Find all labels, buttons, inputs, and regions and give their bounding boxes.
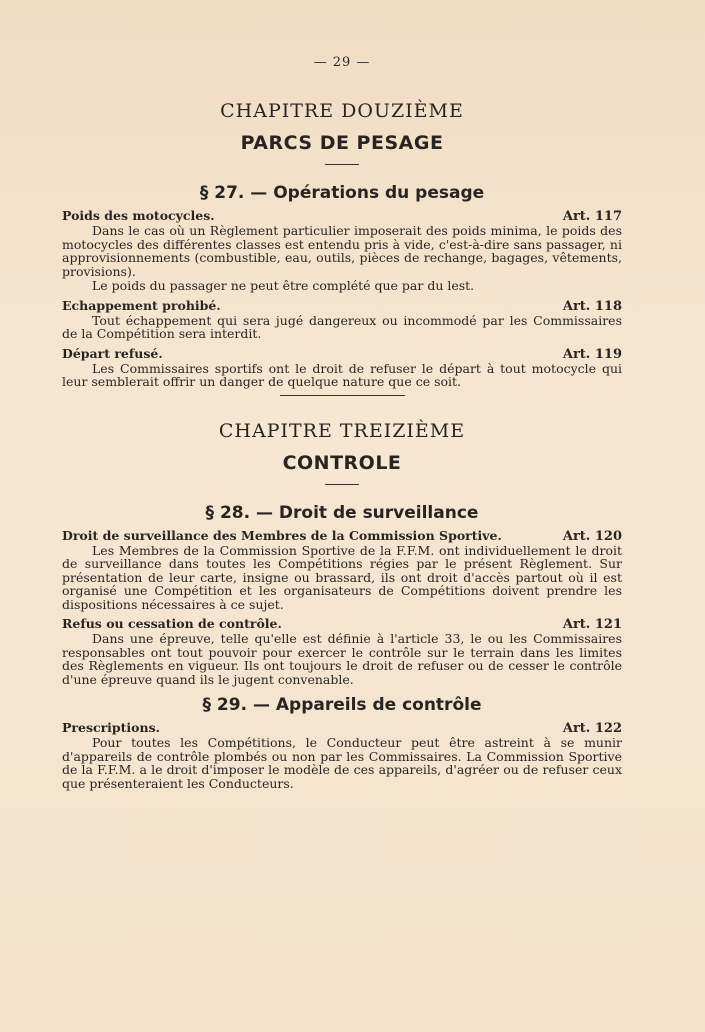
chapter-title: CHAPITRE TREIZIÈME (218, 419, 466, 442)
article-ref: Art. 119 (562, 346, 622, 362)
article-header (62, 720, 622, 736)
article-ref: Art. 120 (562, 528, 622, 544)
article-header (62, 528, 622, 544)
chapter-title: CHAPITRE DOUZIÈME (220, 100, 464, 122)
article-paragraph: Les Membres de la Commission Sportive de la F.F.M. ont individuellement le droit de surveillance dans toutes les Compétitions régies par le présent Règlement. Sur présentation de leur carte, insigne ou brassard, ils ont droit d'accès partout où il est organisé une Compétition et les organisateurs de Compétitions doivent prendre les dispositions nécessaires à ce sujet. (62, 542, 622, 612)
section-heading: § 27. — Opérations du pesage (199, 183, 485, 203)
page-number: — 29 — (313, 55, 371, 70)
article-heading: Echappement prohibé. (62, 297, 221, 313)
chapter-divider (280, 395, 405, 396)
chapter-subtitle: CONTROLE (282, 451, 402, 474)
article-paragraph: Dans une épreuve, telle qu'elle est définie à l'article 33, le ou les Commissaires responsables ont tout pouvoir pour exercer le contrôle sur le terrain dans les limites des Règlements en vigueur. Ils ont toujours le droit de refuser ou de cesser le contrôle d'une épreuve quand ils le jugent convenable. (62, 631, 622, 687)
divider (325, 484, 359, 485)
article-paragraph: Le poids du passager ne peut être complété que par du lest. (92, 278, 475, 293)
article-header (62, 298, 622, 314)
article-header (62, 616, 622, 632)
article-ref: Art. 118 (562, 298, 622, 314)
chapter-subtitle: PARCS DE PESAGE (240, 132, 444, 154)
article-paragraph: Les Commissaires sportifs ont le droit de refuser le départ à tout motocycle qui leur semblerait offrir un danger de quelque nature que ce soit. (62, 360, 622, 389)
article-header (62, 208, 622, 224)
section-heading: § 28. — Droit de surveillance (205, 502, 479, 523)
article-paragraph: Dans le cas où un Règlement particulier imposerait des poids minima, le poids des motocycles des différentes classes est entendu pris à vide, c'est-à-dire sans passager, ni approvisionnements (combustible, eau, outils, pièces de rechange, bagages, vêtements, provisions). (62, 223, 622, 279)
article-heading: Poids des motocycles. (62, 208, 215, 223)
article-ref: Art. 117 (562, 209, 622, 224)
page-content (62, 55, 622, 795)
article-heading: Départ refusé. (62, 345, 163, 361)
article-paragraph: Tout échappement qui sera jugé dangereux ou incommodé par les Commissaires de la Compétition sera interdit. (62, 312, 622, 341)
article-ref: Art. 122 (562, 721, 622, 736)
divider (325, 164, 359, 165)
article-header (62, 346, 622, 362)
article-heading: Prescriptions. (62, 720, 160, 735)
article-paragraph: Pour toutes les Compétitions, le Conducteur peut être astreint à se munir d'appareils de contrôle plombés ou non par les Commissaires. La Commission Sportive de la F.F.M. a le droit d'imposer le modèle de ces appareils, d'agréer ou de refuser ceux que présenteraient les Conducteurs. (62, 735, 622, 791)
article-ref: Art. 121 (562, 617, 622, 632)
section-heading: § 29. — Appareils de contrôle (202, 695, 482, 715)
article-heading: Refus ou cessation de contrôle. (62, 616, 282, 631)
article-heading: Droit de surveillance des Membres de la Commission Sportive. (62, 527, 502, 543)
